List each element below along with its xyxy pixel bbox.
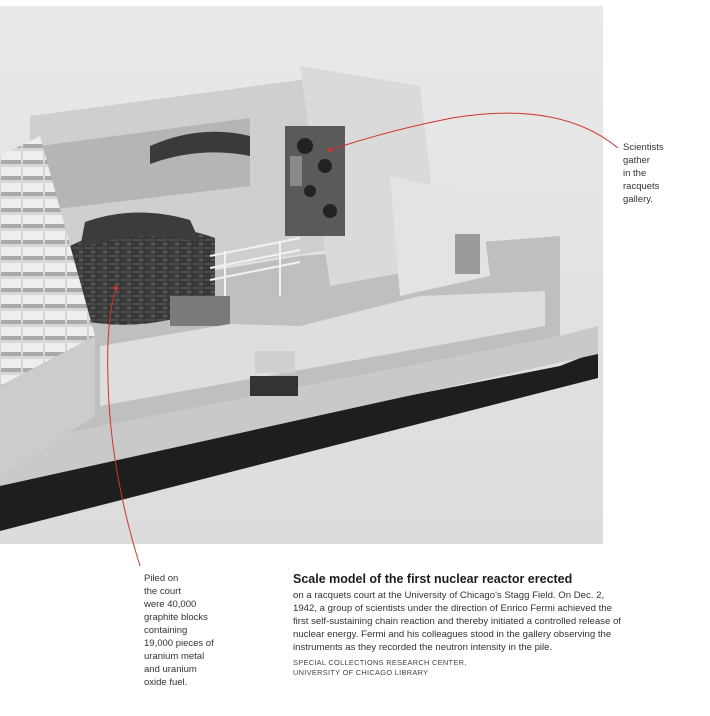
photo-caption xyxy=(293,572,623,678)
pile-annotation: Piled on the court were 40,000 graphite blocks containing 19,000 pieces of uranium metal and uranium oxide fuel. xyxy=(144,573,214,688)
photo-credit: SPECIAL COLLECTIONS RESEARCH CENTER, UNIVERSITY OF CHICAGO LIBRARY xyxy=(293,658,467,677)
caption-body: on a racquets court at the University of Chicago's Stagg Field. On Dec. 2, 1942, a group of scientists under the direction of Enrico Fermi achieved the first self-sustaining chain reaction and thereby initiated a controlled release of nuclear energy. Fermi and his colleagues stood in the gallery observing the instruments as they recorded the neutron intensity in the pile. xyxy=(293,590,621,653)
reactor-model-photo xyxy=(0,6,603,544)
gallery-instruments xyxy=(285,126,345,236)
reactor-model-illustration xyxy=(0,6,603,544)
gallery-annotation: Scientists gather in the racquets gallery. xyxy=(623,142,664,205)
caption-title: Scale model of the first nuclear reactor erected xyxy=(293,572,573,586)
